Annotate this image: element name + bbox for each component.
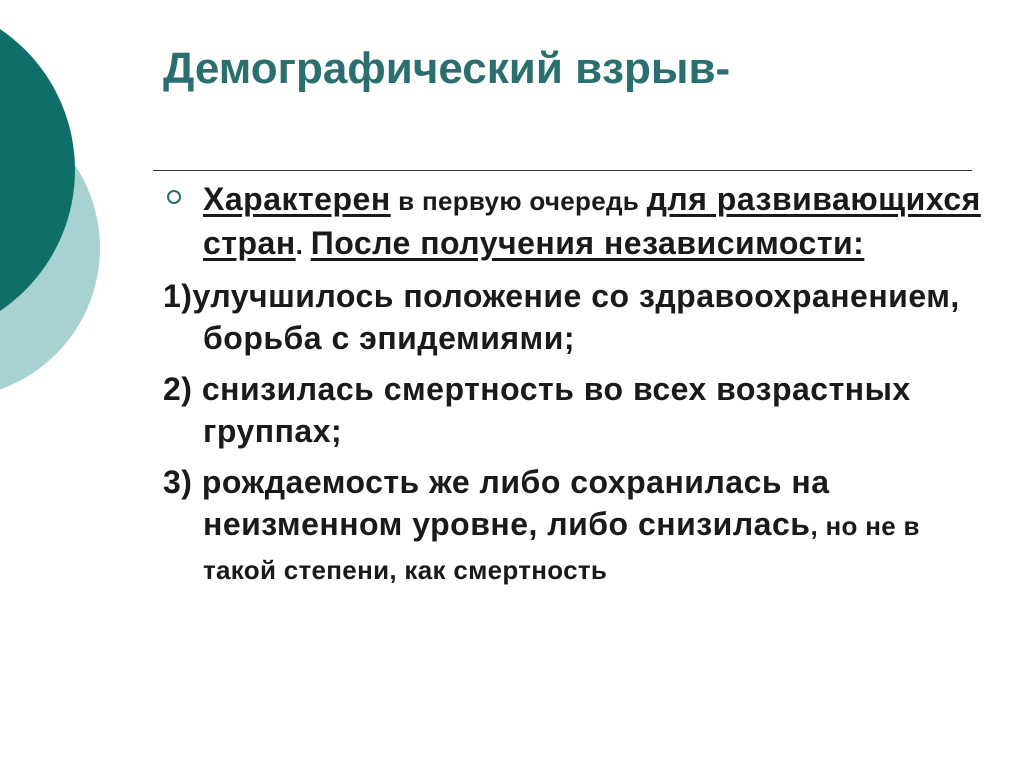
circle-bullet-icon bbox=[167, 190, 181, 204]
bullet-text-characteristic: Характерен bbox=[203, 181, 391, 217]
list-item-3 bbox=[163, 461, 983, 591]
slide-title: Демографический взрыв- bbox=[163, 44, 731, 93]
bullet-text-after-independence: После получения независимости: bbox=[310, 225, 865, 261]
title-divider bbox=[153, 170, 972, 171]
list-item-1: 1)улучшилось положение со здравоохранением, борьба с эпидемиями; bbox=[163, 278, 960, 356]
bullet-point bbox=[163, 178, 983, 266]
list-item-3-tail: , но не в такой степени, как смертность bbox=[203, 511, 920, 585]
list-item-2: 2) снизилась смертность во всех возрастных группах; bbox=[163, 371, 911, 449]
bullet-text-period: . bbox=[295, 230, 311, 260]
slide-body bbox=[163, 178, 983, 600]
list-item-3-main: 3) рождаемость же либо сохранилась на неизменном уровне, либо снизилась bbox=[163, 464, 830, 542]
bullet-text-primarily: в первую очередь bbox=[390, 186, 647, 216]
bullet-text-developing-countries: для развивающихся стран bbox=[203, 181, 981, 261]
